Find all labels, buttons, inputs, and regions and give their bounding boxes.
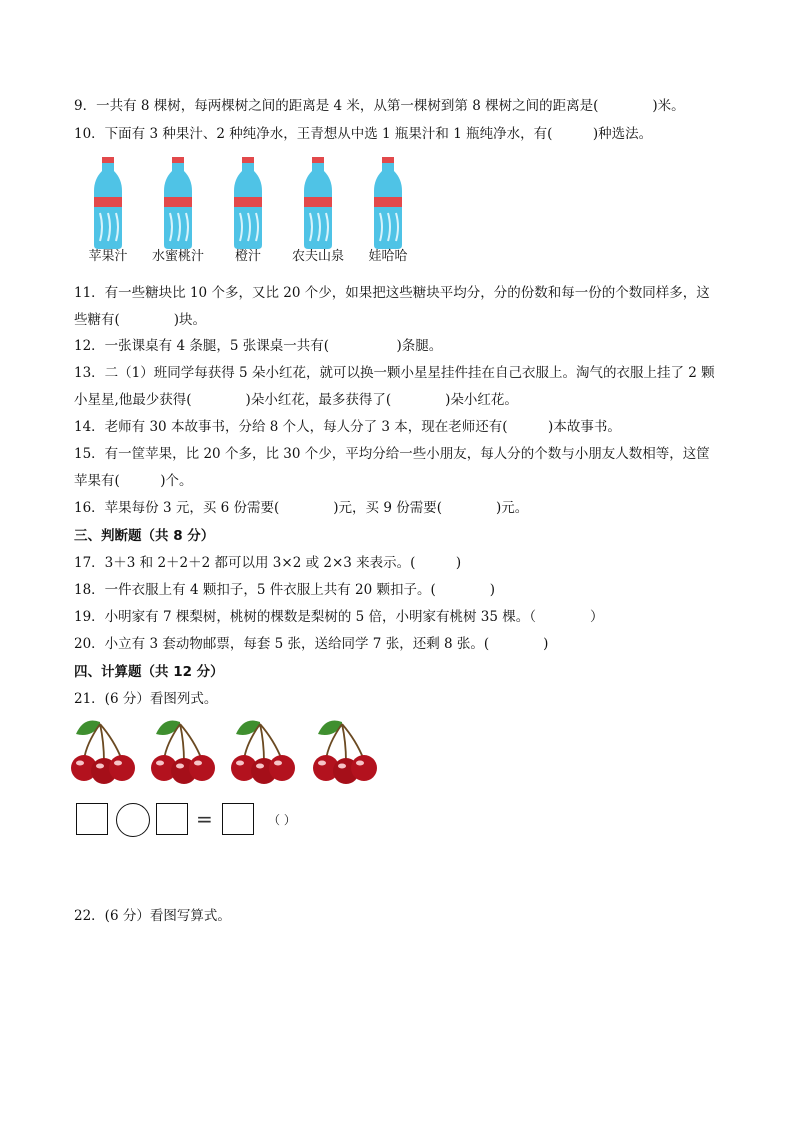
bottle-label: 水蜜桃汁 <box>151 249 204 264</box>
question-18: 18．一件衣服上有 4 颗扣子，5 件衣服上共有 20 颗扣子。( ) <box>74 582 496 598</box>
cherry-bunch-icon <box>150 716 218 786</box>
unit-blank[interactable]: （ ） <box>268 813 296 827</box>
question-11-line-1: 11．有一些糖块比 10 个多，又比 20 个少，如果把这些糖块平均分，分的份数和每一份的个数同样多，这 <box>74 285 710 301</box>
cherry-bunch-icon <box>70 716 138 786</box>
question-15-line-1: 15．有一筐苹果，比 20 个多，比 30 个少，平均分给一些小朋友，每人分的个数与小朋友人数相等，这筐 <box>74 446 710 462</box>
cherry-group <box>70 716 390 788</box>
bottle-label: 橙汁 <box>234 249 261 264</box>
bottle-orange-juice-icon <box>228 157 268 249</box>
answer-box-2[interactable] <box>156 803 188 835</box>
bottle-group <box>88 157 428 267</box>
bottle-label: 农夫山泉 <box>291 249 344 264</box>
bottle-apple-juice-icon <box>88 157 128 249</box>
operator-circle[interactable] <box>116 803 150 837</box>
question-10: 10．下面有 3 种果汁、2 种纯净水，王青想从中选 1 瓶果汁和 1 瓶纯净水，有( )种选法。 <box>74 126 653 142</box>
question-13-line-1: 13．二（1）班同学每获得 5 朵小红花，就可以换一颗小星星挂件挂在自己衣服上。淘气的衣服上挂了 2 颗 <box>74 365 715 381</box>
bottle-label: 娃哈哈 <box>368 249 408 264</box>
question-12: 12．一张课桌有 4 条腿，5 张课桌一共有( )条腿。 <box>74 338 443 354</box>
question-13-line-2: 小星星,他最少获得( )朵小红花，最多获得了( )朵小红花。 <box>74 392 518 408</box>
bottle-nongfu-water-icon <box>298 157 338 249</box>
section-4-heading: 四、计算题（共 12 分） <box>74 664 224 680</box>
question-19: 19．小明家有 7 棵梨树，桃树的棵数是梨树的 5 倍，小明家有桃树 35 棵。（ ） <box>74 609 604 625</box>
bottle-label: 苹果汁 <box>88 249 128 264</box>
question-21: 21．(6 分）看图列式。 <box>74 691 218 707</box>
question-17: 17．3＋3 和 2＋2＋2 都可以用 3×2 或 2×3 来表示。( ) <box>74 555 462 571</box>
question-22: 22．(6 分）看图写算式。 <box>74 908 231 924</box>
bottle-wahaha-water-icon <box>368 157 408 249</box>
question-14: 14．老师有 30 本故事书，分给 8 个人，每人分了 3 本，现在老师还有( )本故事书。 <box>74 419 621 435</box>
question-20: 20．小立有 3 套动物邮票，每套 5 张，送给同学 7 张，还剩 8 张。( ) <box>74 636 549 652</box>
section-3-heading: 三、判断题（共 8 分） <box>74 528 215 544</box>
answer-box-1[interactable] <box>76 803 108 835</box>
question-11-line-2: 些糖有( )块。 <box>74 312 207 328</box>
bottle-peach-juice-icon <box>158 157 198 249</box>
cherry-bunch-icon <box>230 716 298 786</box>
equation-template <box>76 803 336 839</box>
answer-box-result[interactable] <box>222 803 254 835</box>
question-16: 16．苹果每份 3 元，买 6 份需要( )元，买 9 份需要( )元。 <box>74 500 529 516</box>
equals-sign: = <box>196 807 213 831</box>
cherry-bunch-icon <box>312 716 380 786</box>
question-15-line-2: 苹果有( )个。 <box>74 473 193 489</box>
question-9: 9．一共有 8 棵树，每两棵树之间的距离是 4 米，从第一棵树到第 8 棵树之间的距离是( )米。 <box>74 98 685 114</box>
